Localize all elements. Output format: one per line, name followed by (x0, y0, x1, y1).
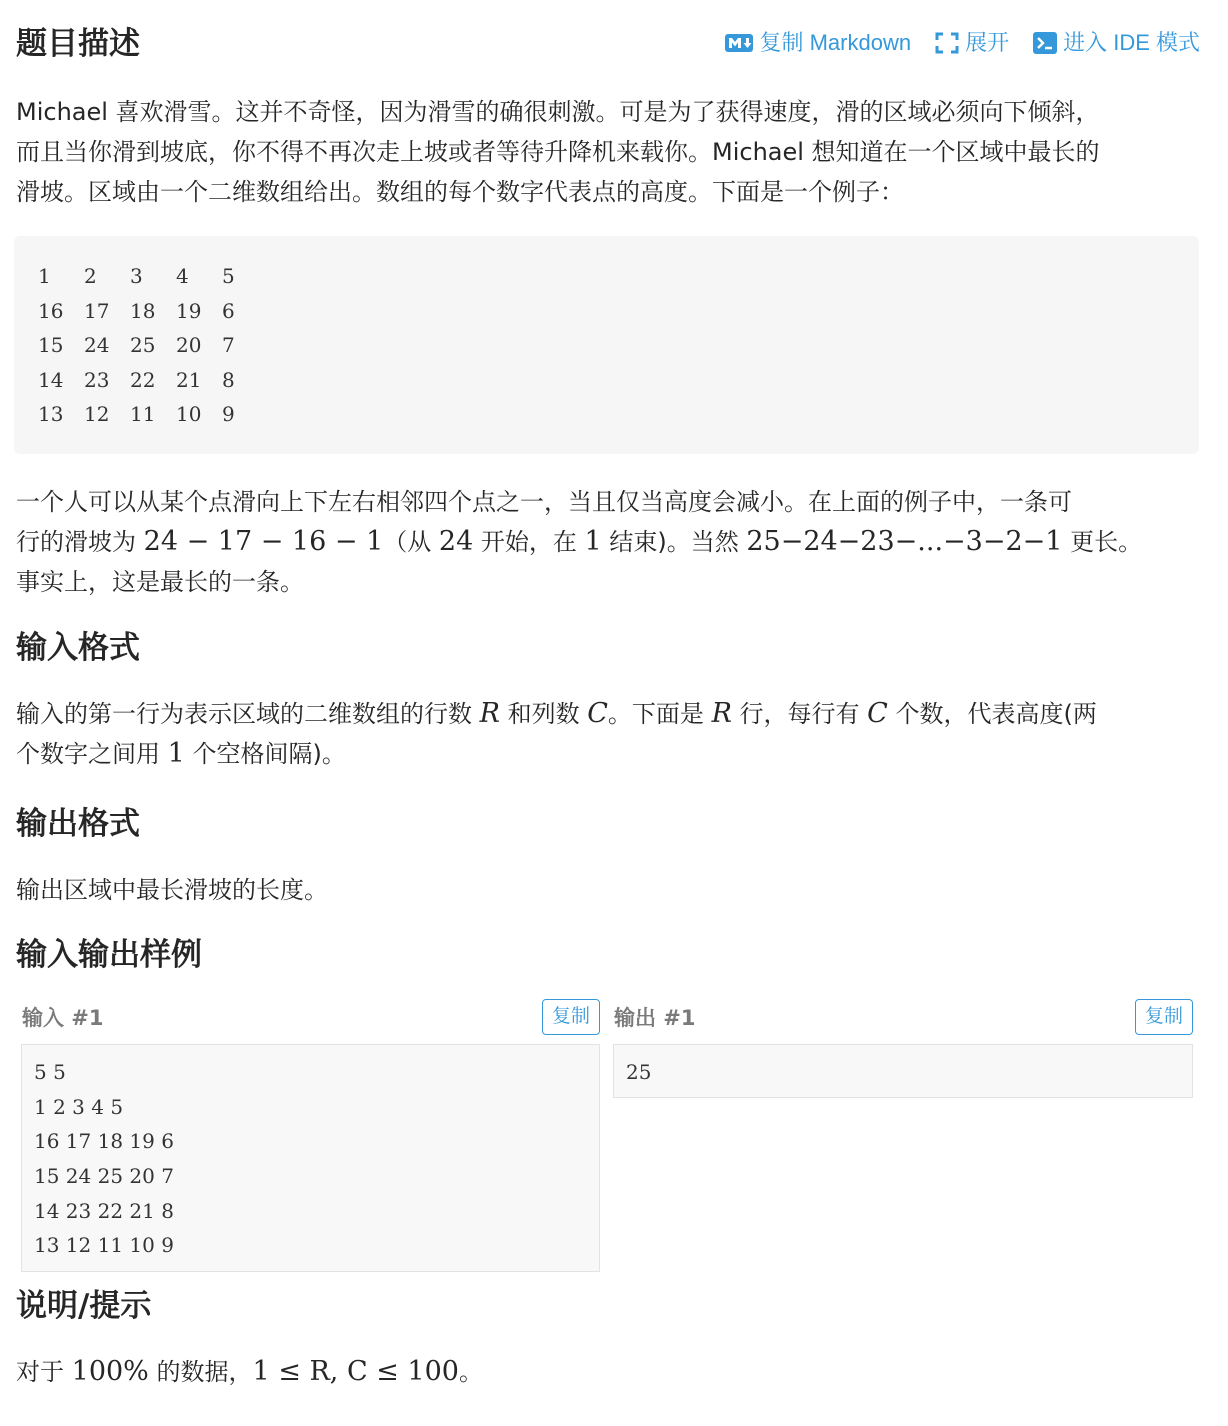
text-span: 个数，代表高度(两 (887, 700, 1097, 728)
text-span: 和列数 (499, 700, 588, 728)
grid-cell: 20 (176, 333, 202, 358)
terminal-icon (1033, 32, 1057, 54)
grid-row (38, 294, 1199, 329)
grid-cell: 4 (176, 264, 189, 289)
sample-input-line: 13 12 11 10 9 (34, 1233, 174, 1258)
input-format-line (16, 694, 1206, 734)
sample-output-header (614, 998, 1193, 1036)
text-span: 输入的第一行为表示区域的二维数组的行数 (16, 700, 480, 728)
grid-row (38, 328, 1199, 363)
sample-input-line: 15 24 25 20 7 (34, 1164, 174, 1189)
text-span: 。 (458, 1358, 483, 1386)
text-span: 开始，在 (473, 528, 585, 556)
text-span: 结束)。当然 (601, 528, 747, 556)
sample-input-label: 输入 #1 (22, 1006, 104, 1030)
sample-input-line: 5 5 (34, 1060, 66, 1084)
description-line: 滑坡。区域由一个二维数组给出。数组的每个数字代表点的高度。下面是一个例子： (16, 178, 904, 206)
grid-cell: 16 (38, 298, 64, 323)
grid-cell: 25 (130, 333, 156, 358)
text-span: 更长。 (1062, 528, 1143, 556)
math-number: 24 (438, 526, 474, 557)
input-format-title: 输入格式 (16, 630, 140, 666)
input-format-text (16, 694, 1206, 774)
grid-cell: 2 (84, 264, 97, 289)
expand-button[interactable] (935, 26, 1009, 60)
description-line: 而且当你滑到坡底，你不得不再次走上坡或者等待升降机来载你。Michael 想知道在一个区域中最长的 (16, 138, 1100, 166)
text-span: 对于 (16, 1358, 72, 1386)
expand-label: 展开 (965, 30, 1010, 55)
grid-cell: 8 (222, 367, 235, 392)
math-number: 1 (167, 738, 185, 769)
explanation-line: 事实上，这是最长的一条。 (16, 568, 304, 596)
grid-cell: 13 (38, 402, 64, 427)
math-var-r: R (711, 698, 732, 729)
math-var-c: C (867, 698, 888, 729)
description-line: Michael 喜欢滑雪。这并不奇怪，因为滑雪的确很刺激。可是为了获得速度，滑的区域必须向下倾斜， (16, 98, 1100, 126)
expand-icon (935, 32, 959, 54)
grid-cell: 6 (222, 298, 235, 323)
ide-mode-label: 进入 IDE 模式 (1063, 30, 1200, 55)
grid-cell: 3 (130, 264, 143, 289)
math-path-example: 24 − 17 − 16 − 1 (143, 526, 384, 557)
example-grid-block (14, 236, 1199, 454)
text-span: 。下面是 (607, 700, 712, 728)
sample-input-line: 16 17 18 19 6 (34, 1129, 174, 1154)
sample-input-header (22, 998, 600, 1036)
input-format-line (16, 734, 1206, 774)
grid-cell: 5 (222, 264, 235, 289)
grid-cell: 22 (130, 367, 156, 392)
grid-cell: 12 (84, 402, 110, 427)
text-span: 个空格间隔)。 (184, 740, 346, 768)
explanation-line: 一个人可以从某个点滑向上下左右相邻四个点之一，当且仅当高度会减小。在上面的例子中，一条可 (16, 488, 1072, 516)
sample-output-line: 25 (626, 1060, 652, 1084)
grid-row (38, 363, 1199, 398)
grid-cell: 11 (130, 402, 156, 427)
math-number: 1 (584, 526, 602, 557)
grid-cell: 23 (84, 367, 110, 392)
samples-title: 输入输出样例 (16, 937, 202, 973)
text-span: （从 (383, 528, 439, 556)
text-span: 的数据， (148, 1358, 253, 1386)
grid-row (38, 397, 1199, 432)
hint-title: 说明/提示 (16, 1288, 152, 1324)
sample-input-line: 14 23 22 21 8 (34, 1198, 174, 1223)
grid-cell: 9 (222, 402, 235, 427)
copy-markdown-button[interactable] (725, 26, 911, 60)
grid-cell: 7 (222, 333, 235, 358)
description-text (16, 92, 1206, 212)
grid-cell: 1 (38, 264, 51, 289)
text-span: 行的滑坡为 (16, 528, 144, 556)
math-path-longest: 25−24−23−...−3−2−1 (746, 526, 1063, 557)
output-format-text: 输出区域中最长滑坡的长度。 (16, 876, 328, 904)
grid-cell: 18 (130, 298, 156, 323)
copy-input-button[interactable]: 复制 (542, 999, 600, 1035)
math-percent: 100% (71, 1356, 149, 1387)
text-span: 行，每行有 (731, 700, 868, 728)
grid-cell: 17 (84, 298, 110, 323)
page-title: 题目描述 (16, 26, 140, 62)
grid-row (38, 259, 1199, 294)
toolbar (725, 26, 1200, 60)
math-var-c: C (587, 698, 608, 729)
grid-cell: 19 (176, 298, 202, 323)
grid-cell: 14 (38, 367, 64, 392)
sample-input-box (21, 1044, 600, 1272)
math-range: 1 ≤ R, C ≤ 100 (252, 1356, 459, 1387)
hint-text (16, 1352, 1206, 1392)
explanation-line (16, 522, 1206, 562)
grid-cell: 24 (84, 333, 110, 358)
output-format-title: 输出格式 (16, 806, 140, 842)
grid-cell: 21 (176, 367, 202, 392)
grid-cell: 10 (176, 402, 202, 427)
text-span: 个数字之间用 (16, 740, 168, 768)
copy-output-button[interactable]: 复制 (1135, 999, 1193, 1035)
grid-cell: 15 (38, 333, 64, 358)
ide-mode-button[interactable] (1033, 26, 1200, 60)
sample-output-box (613, 1044, 1193, 1098)
slide-explanation (16, 482, 1206, 602)
markdown-icon (725, 34, 753, 52)
sample-output-label: 输出 #1 (614, 1006, 696, 1030)
math-var-r: R (479, 698, 500, 729)
copy-markdown-label: 复制 Markdown (759, 30, 912, 55)
sample-input-line: 1 2 3 4 5 (34, 1094, 124, 1119)
